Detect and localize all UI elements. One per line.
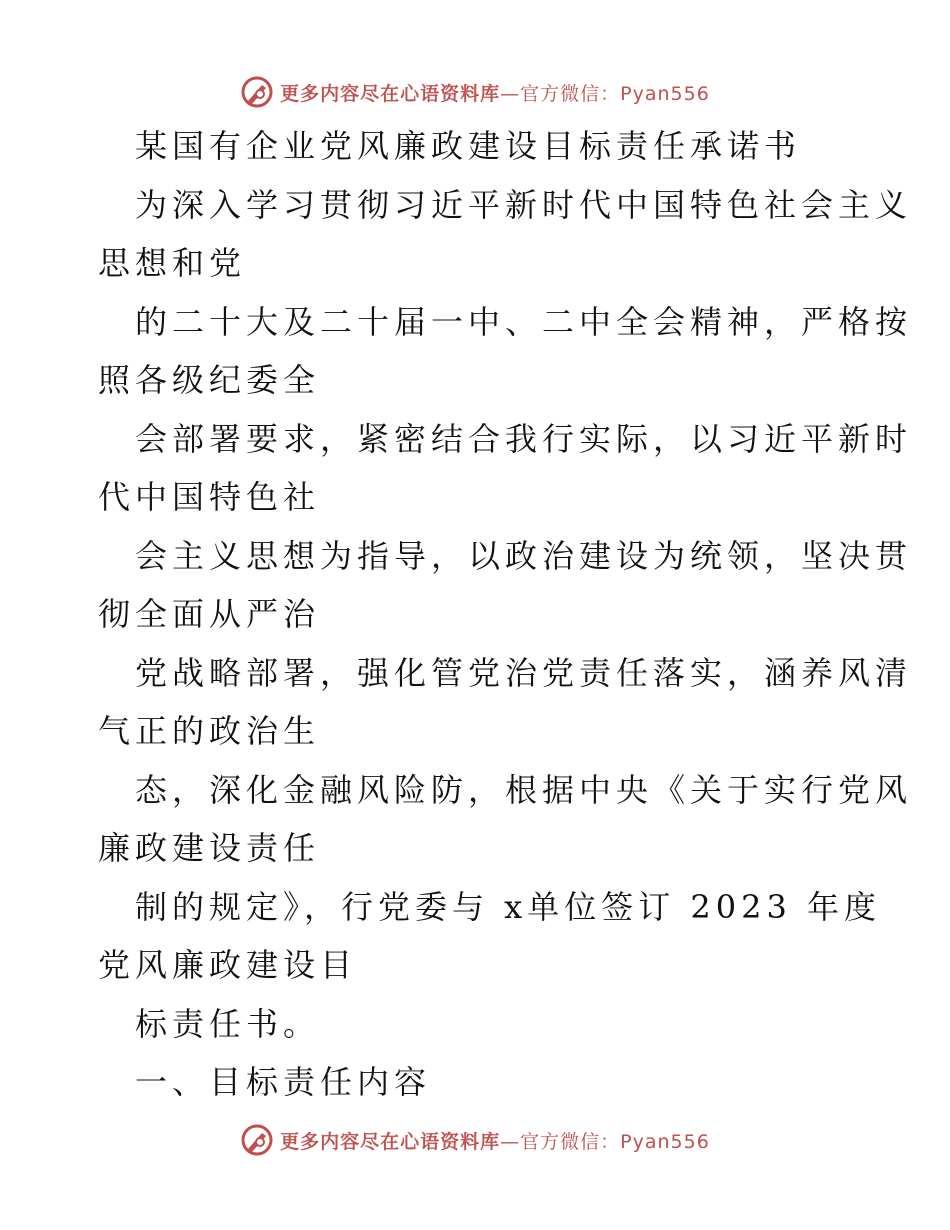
paragraph-line: 廉政建设责任 xyxy=(98,829,321,867)
watermark-banner-top xyxy=(0,72,950,112)
paragraph-line: 党风廉政建设目 xyxy=(98,946,358,984)
document-title: 某国有企业党风廉政建设目标责任承诺书 xyxy=(135,127,802,165)
pen-logo-icon xyxy=(240,75,274,109)
watermark-contact: 官方微信：Pyan556 xyxy=(520,1130,710,1153)
pen-logo-icon xyxy=(240,1123,274,1157)
paragraph-line: 标责任书。 xyxy=(135,1005,321,1043)
paragraph-line: 为深入学习贯彻习近平新时代中国特色社会主义 xyxy=(135,186,913,224)
paragraph-line: 会主义思想为指导，以政治建设为统领，坚决贯 xyxy=(135,537,913,575)
paragraph-line: 的二十大及二十届一中、二中全会精神，严格按 xyxy=(135,303,913,341)
watermark-contact: 官方微信：Pyan556 xyxy=(520,82,710,105)
watermark-main: 更多内容尽在心语资料库 xyxy=(280,1130,501,1153)
watermark-banner-bottom xyxy=(0,1120,950,1160)
paragraph-line: 照各级纪委全 xyxy=(98,361,321,399)
paragraph-line: 气正的政治生 xyxy=(98,712,321,750)
paragraph-line: 态，深化金融风险防，根据中央《关于实行党风 xyxy=(135,771,913,809)
watermark-main: 更多内容尽在心语资料库 xyxy=(280,82,501,105)
paragraph-line: 会部署要求，紧密结合我行实际，以习近平新时 xyxy=(135,420,913,458)
watermark-text xyxy=(280,1127,710,1154)
paragraph-line: 代中国特色社 xyxy=(98,478,321,516)
watermark-text xyxy=(280,79,710,106)
paragraph-line: 党战略部署，强化管党治党责任落实，涵养风清 xyxy=(135,654,913,692)
paragraph-line: 彻全面从严治 xyxy=(98,595,321,633)
section-heading: 一、目标责任内容 xyxy=(135,1063,432,1101)
watermark-separator: — xyxy=(500,1130,521,1153)
paragraph-line: 制的规定》，行党委与 x单位签订 2023 年度 xyxy=(135,888,882,926)
paragraph-line: 思想和党 xyxy=(98,244,247,282)
watermark-separator: — xyxy=(500,82,521,105)
